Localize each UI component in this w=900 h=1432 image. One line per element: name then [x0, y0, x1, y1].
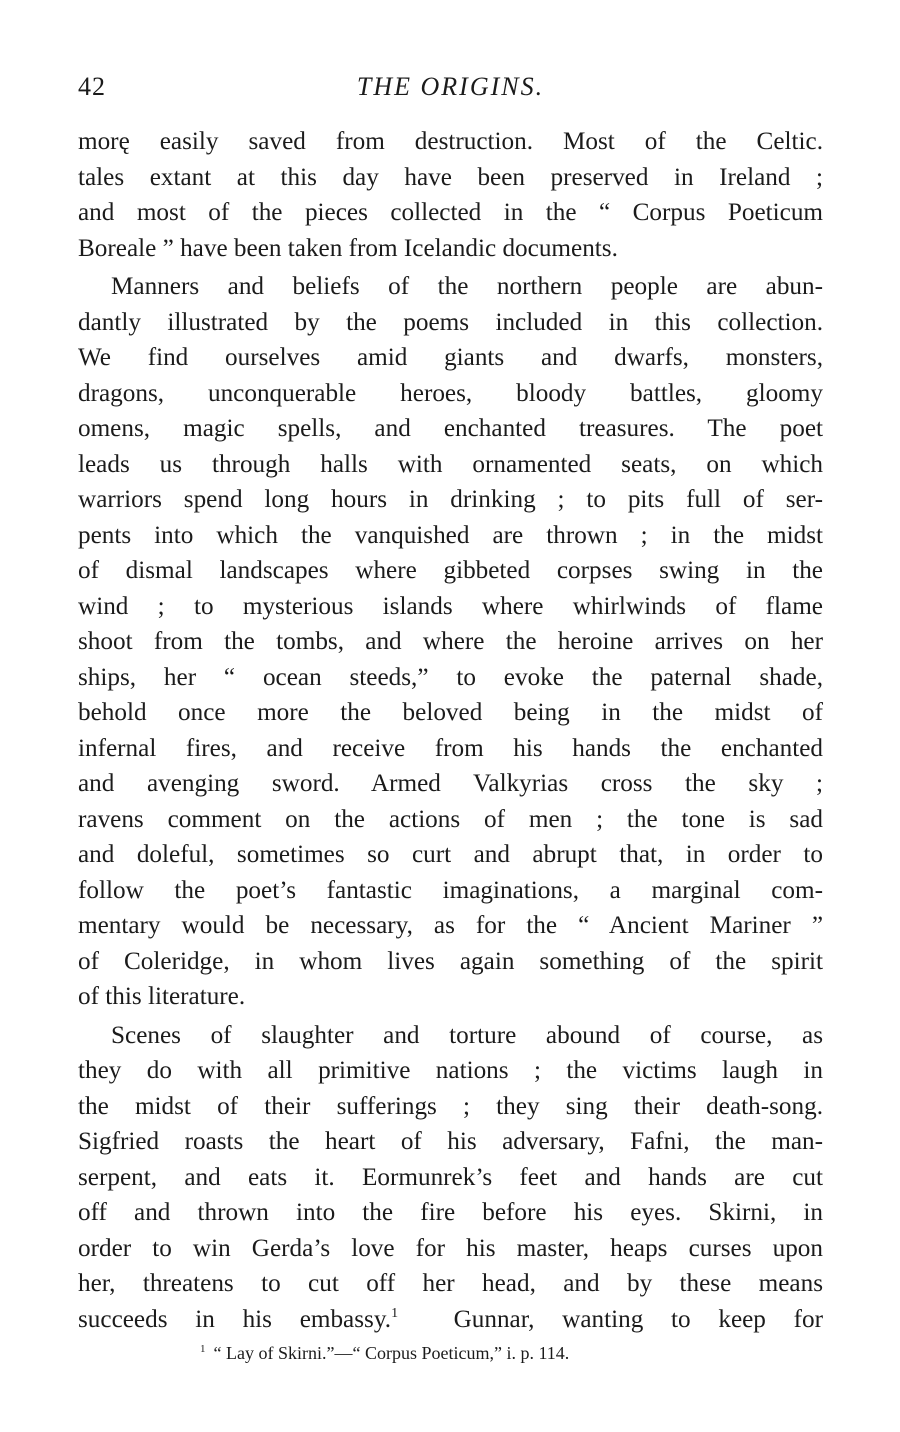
- text-line: Boreale ” have been taken from Icelandic documents.: [78, 234, 618, 262]
- text-line: and doleful, sometimes so curt and abrupt that, in order to: [78, 841, 823, 868]
- text-line: warriors spend long hours in drinking ; to pits full of ser-: [78, 486, 823, 513]
- text-line: Manners and beliefs of the northern people are abun-: [111, 273, 823, 300]
- footnote-reference[interactable]: 1: [391, 1305, 399, 1321]
- footnote-marker: 1: [200, 1343, 206, 1355]
- text-line: off and thrown into the fire before his eyes. Skirni, in: [78, 1199, 823, 1226]
- text-line: We find ourselves amid giants and dwarfs, monsters,: [78, 344, 823, 371]
- text-line: of this literature.: [78, 983, 246, 1010]
- text-line: serpent, and eats it. Eormunrek’s feet and hands are cut: [78, 1163, 823, 1191]
- paragraph-3: [78, 1018, 823, 1338]
- running-title: THE ORIGINS.: [356, 72, 545, 101]
- running-header: [78, 72, 823, 112]
- paragraph-2: [78, 269, 823, 1015]
- page-number: 42: [78, 72, 106, 101]
- text-line: dantly illustrated by the poems included in this collection.: [78, 308, 823, 336]
- text-line: infernal fires, and receive from his hands the enchanted: [78, 734, 823, 762]
- text-line: order to win Gerda’s love for his master, heaps curses upon: [78, 1234, 823, 1262]
- text-line: of dismal landscapes where gibbeted corpses swing in the: [78, 557, 823, 584]
- text-line: they do with all primitive nations ; the victims laugh in: [78, 1057, 823, 1084]
- text-line: Scenes of slaughter and torture abound of course, as: [111, 1021, 823, 1049]
- text-line-final: [78, 1302, 823, 1338]
- text-line: follow the poet’s fantastic imaginations, a marginal com-: [78, 876, 823, 904]
- text-line: ships, her “ ocean steeds,” to evoke the paternal shade,: [78, 663, 823, 691]
- text-line: her, threatens to cut off her head, and by these means: [78, 1270, 823, 1297]
- text-line: the midst of their sufferings ; they sing their death-song.: [78, 1092, 823, 1120]
- text-line: wind ; to mysterious islands where whirlwinds of flame: [78, 592, 823, 620]
- text-line: of Coleridge, in whom lives again something of the spirit: [78, 947, 823, 975]
- body-text: [78, 124, 823, 1337]
- text-line: shoot from the tombs, and where the heroine arrives on her: [78, 628, 823, 655]
- text-line: pents into which the vanquished are thrown ; in the midst: [78, 521, 823, 549]
- text-line: mentary would be necessary, as for the “ Ancient Mariner ”: [78, 912, 823, 939]
- text-line: behold once more the beloved being in the midst of: [78, 699, 823, 726]
- text-line: omens, magic spells, and enchanted treasures. The poet: [78, 415, 823, 442]
- footnote-text: “ Lay of Skirni.”—“ Corpus Poeticum,” i. p. 114.: [213, 1343, 570, 1363]
- text-fragment: succeeds in his embassy.: [78, 1305, 392, 1333]
- text-line: Sigfried roasts the heart of his adversary, Fafni, the man-: [78, 1128, 823, 1155]
- text-line: morę easily saved from destruction. Most of the Celtic.: [78, 128, 823, 155]
- footnote: [200, 1340, 720, 1366]
- text-fragment: Gunnar, wanting to keep for: [398, 1305, 823, 1333]
- text-line: ravens comment on the actions of men ; the tone is sad: [78, 805, 823, 833]
- text-line: and most of the pieces collected in the “ Corpus Poeticum: [78, 199, 823, 226]
- text-line: dragons, unconquerable heroes, bloody battles, gloomy: [78, 379, 823, 407]
- text-line: leads us through halls with ornamented seats, on which: [78, 450, 823, 478]
- paragraph-1: [78, 124, 823, 266]
- text-line: and avenging sword. Armed Valkyrias cross the sky ;: [78, 770, 823, 797]
- text-line: tales extant at this day have been preserved in Ireland ;: [78, 163, 823, 191]
